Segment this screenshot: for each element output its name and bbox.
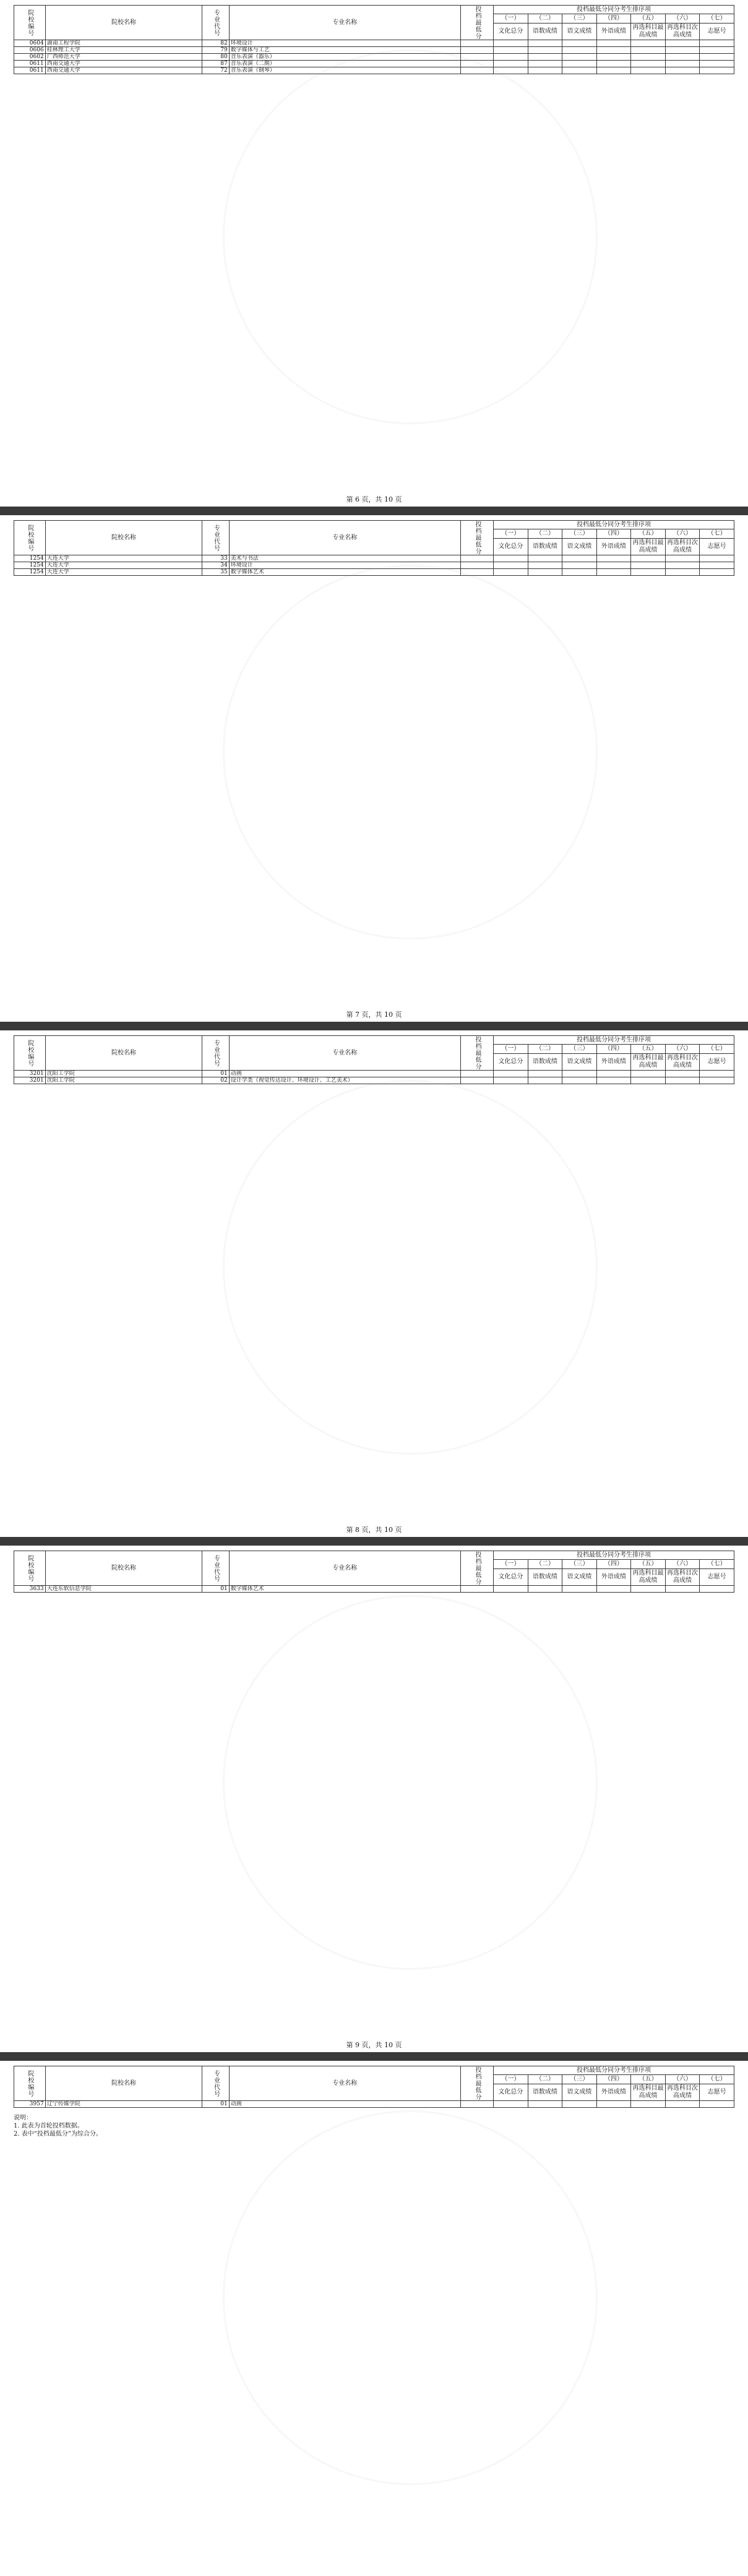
header-sub-index: （四）	[596, 1045, 631, 1053]
table-cell	[596, 1586, 631, 1593]
page-footer: 第 6 页，共 10 页	[346, 495, 402, 503]
table-cell: 3201	[14, 1071, 46, 1077]
header-sub-index: （五）	[631, 1560, 666, 1568]
table-cell	[596, 47, 631, 54]
header-major-name: 专业名称	[229, 2066, 460, 2101]
page-footer: 第 9 页，共 10 页	[346, 2041, 402, 2049]
table-cell	[562, 1071, 597, 1077]
header-sub-label: 再选科目最高成绩	[631, 538, 666, 555]
table-row	[14, 1071, 734, 1077]
header-sub-label: 再选科目次高成绩	[665, 1053, 700, 1070]
table-cell: 辽宁传媒学院	[45, 2101, 202, 2108]
header-sub-index: （七）	[700, 1045, 734, 1053]
table-cell: 数字媒体艺术	[229, 1586, 460, 1593]
table-cell: 01	[202, 2101, 229, 2108]
header-sub-index: （三）	[562, 2075, 597, 2084]
header-sub-index: （二）	[528, 529, 562, 538]
table-cell	[596, 562, 631, 569]
table-cell	[665, 555, 700, 562]
watermark-seal	[223, 2110, 598, 2485]
table-cell	[460, 54, 493, 61]
watermark-seal	[223, 1080, 598, 1455]
page-separator	[0, 1537, 748, 1546]
table-cell	[528, 40, 562, 47]
table-cell: 环境设计	[229, 562, 460, 569]
table-cell	[562, 61, 597, 67]
score-table	[14, 1551, 734, 1593]
score-table	[14, 1035, 734, 1084]
table-cell	[596, 555, 631, 562]
table-cell	[562, 569, 597, 576]
header-sub-label: 外语成绩	[596, 1053, 631, 1070]
table-cell	[700, 569, 734, 576]
header-sub-label: 志愿号	[700, 23, 734, 40]
header-sub-index: （四）	[596, 1560, 631, 1568]
table-cell: 0611	[14, 67, 46, 74]
table-cell	[596, 569, 631, 576]
table-cell	[528, 1071, 562, 1077]
header-major-name: 专业名称	[229, 521, 460, 555]
page-3	[0, 1030, 748, 1546]
table-cell: 动画	[229, 1071, 460, 1077]
header-sub-index: （一）	[494, 2075, 528, 2084]
table-cell	[665, 1586, 700, 1593]
score-table	[14, 5, 734, 74]
header-sub-label: 再选科目次高成绩	[665, 23, 700, 40]
table-cell	[460, 67, 493, 74]
table-cell	[494, 54, 528, 61]
table-cell: 87	[202, 61, 229, 67]
header-school-code: 院校编号	[14, 1036, 46, 1071]
table-cell	[665, 1077, 700, 1084]
header-school-name: 院校名称	[45, 1036, 202, 1071]
header-sub-index: （四）	[596, 2075, 631, 2084]
table-cell: 大连东软信息学院	[45, 1586, 202, 1593]
header-school-name: 院校名称	[45, 1551, 202, 1586]
table-cell	[700, 1586, 734, 1593]
header-major-name: 专业名称	[229, 1036, 460, 1071]
table-cell	[562, 555, 597, 562]
page-4	[0, 1546, 748, 2061]
table-cell	[494, 40, 528, 47]
header-school-code: 院校编号	[14, 6, 46, 40]
header-group-title: 投档最低分同分考生排序项	[494, 521, 734, 529]
header-sub-label: 语数成绩	[528, 2084, 562, 2100]
table-cell	[596, 67, 631, 74]
table-cell	[596, 61, 631, 67]
header-sub-label: 再选科目最高成绩	[631, 23, 666, 40]
table-cell	[596, 40, 631, 47]
table-cell	[631, 1071, 666, 1077]
table-cell	[562, 54, 597, 61]
header-sub-label: 语文成绩	[562, 23, 597, 40]
table-cell	[494, 2101, 528, 2108]
table-cell	[596, 2101, 631, 2108]
header-sub-label: 外语成绩	[596, 1568, 631, 1585]
table-cell	[528, 1586, 562, 1593]
header-min-score: 投档最低分	[460, 6, 493, 40]
table-cell: 动画	[229, 2101, 460, 2108]
page-separator	[0, 2052, 748, 2061]
table-cell	[700, 40, 734, 47]
table-cell	[562, 40, 597, 47]
table-cell: 3633	[14, 1586, 46, 1593]
table-cell: 72	[202, 67, 229, 74]
table-cell: 3957	[14, 2101, 46, 2108]
table-cell	[631, 61, 666, 67]
header-group-title: 投档最低分同分考生排序项	[494, 2066, 734, 2075]
table-row	[14, 61, 734, 67]
header-sub-label: 再选科目次高成绩	[665, 2084, 700, 2100]
table-cell	[562, 1586, 597, 1593]
header-sub-index: （六）	[665, 2075, 700, 2084]
page-footer: 第 7 页，共 10 页	[346, 1011, 402, 1019]
header-major-name: 专业名称	[229, 1551, 460, 1586]
header-sub-label: 语数成绩	[528, 1053, 562, 1070]
header-sub-label: 外语成绩	[596, 2084, 631, 2100]
table-cell	[528, 569, 562, 576]
table-cell	[596, 1077, 631, 1084]
table-cell	[665, 1071, 700, 1077]
header-school-name: 院校名称	[45, 2066, 202, 2101]
table-row	[14, 40, 734, 47]
table-cell	[460, 61, 493, 67]
header-sub-index: （六）	[665, 14, 700, 23]
table-cell	[631, 2101, 666, 2108]
table-cell	[700, 1077, 734, 1084]
table-cell	[631, 54, 666, 61]
header-school-code: 院校编号	[14, 1551, 46, 1586]
table-cell	[494, 61, 528, 67]
table-cell: 沈阳工学院	[45, 1077, 202, 1084]
notes-block	[14, 2114, 734, 2138]
header-school-name: 院校名称	[45, 521, 202, 555]
header-sub-label: 志愿号	[700, 2084, 734, 2100]
page-footer: 第 8 页，共 10 页	[346, 1526, 402, 1534]
header-sub-index: （三）	[562, 14, 597, 23]
header-sub-label: 文化总分	[494, 538, 528, 555]
notes-title: 说明：	[14, 2115, 32, 2121]
table-cell: 音乐表演（二期）	[229, 61, 460, 67]
header-sub-index: （七）	[700, 529, 734, 538]
table-cell	[631, 67, 666, 74]
table-cell	[528, 2101, 562, 2108]
table-cell: 01	[202, 1071, 229, 1077]
table-cell	[631, 555, 666, 562]
header-sub-index: （五）	[631, 14, 666, 23]
header-sub-label: 外语成绩	[596, 23, 631, 40]
table-row	[14, 1586, 734, 1593]
header-sub-index: （一）	[494, 1560, 528, 1568]
page-1	[0, 0, 748, 515]
header-sub-index: （七）	[700, 1560, 734, 1568]
table-cell: 34	[202, 562, 229, 569]
table-cell: 音乐表演（器乐）	[229, 54, 460, 61]
table-cell	[460, 40, 493, 47]
header-sub-index: （三）	[562, 1560, 597, 1568]
table-cell: 大连大学	[45, 562, 202, 569]
header-sub-index: （七）	[700, 14, 734, 23]
table-cell	[528, 555, 562, 562]
table-cell	[700, 67, 734, 74]
table-cell: 美术与书法	[229, 555, 460, 562]
table-cell	[460, 2101, 493, 2108]
table-cell	[700, 562, 734, 569]
page-2	[0, 515, 748, 1030]
table-cell	[460, 555, 493, 562]
table-cell: 大连大学	[45, 569, 202, 576]
header-sub-index: （一）	[494, 529, 528, 538]
table-cell: 79	[202, 47, 229, 54]
header-min-score: 投档最低分	[460, 1551, 493, 1586]
table-cell	[460, 569, 493, 576]
header-major-name: 专业名称	[229, 6, 460, 40]
table-cell	[460, 1071, 493, 1077]
header-sub-index: （六）	[665, 1560, 700, 1568]
score-table	[14, 2066, 734, 2108]
table-cell	[494, 569, 528, 576]
table-cell	[700, 2101, 734, 2108]
header-sub-label: 文化总分	[494, 23, 528, 40]
table-cell: 82	[202, 40, 229, 47]
header-sub-label: 文化总分	[494, 1053, 528, 1070]
table-cell	[460, 562, 493, 569]
table-cell	[562, 562, 597, 569]
header-school-code: 院校编号	[14, 2066, 46, 2101]
table-row	[14, 1077, 734, 1084]
header-sub-index: （五）	[631, 1045, 666, 1053]
header-sub-index: （二）	[528, 1560, 562, 1568]
header-sub-index: （三）	[562, 1045, 597, 1053]
header-sub-label: 语文成绩	[562, 1053, 597, 1070]
header-group-title: 投档最低分同分考生排序项	[494, 1036, 734, 1045]
table-cell	[494, 562, 528, 569]
header-school-name: 院校名称	[45, 6, 202, 40]
table-cell	[562, 2101, 597, 2108]
score-table	[14, 520, 734, 576]
header-sub-index: （五）	[631, 2075, 666, 2084]
table-cell: 数字媒体艺术	[229, 569, 460, 576]
header-sub-index: （三）	[562, 529, 597, 538]
table-row	[14, 569, 734, 576]
table-cell	[528, 562, 562, 569]
table-cell: 0606	[14, 47, 46, 54]
header-group-title: 投档最低分同分考生排序项	[494, 6, 734, 14]
header-sub-label: 志愿号	[700, 1568, 734, 1585]
notes-line: 2. 表中“投档最低分”为综合分。	[14, 2131, 102, 2137]
table-cell	[494, 1071, 528, 1077]
table-cell	[562, 47, 597, 54]
table-cell	[528, 47, 562, 54]
header-min-score: 投档最低分	[460, 1036, 493, 1071]
header-sub-label: 文化总分	[494, 1568, 528, 1585]
header-min-score: 投档最低分	[460, 521, 493, 555]
table-cell	[700, 61, 734, 67]
table-cell	[665, 2101, 700, 2108]
table-cell: 1254	[14, 555, 46, 562]
header-school-code: 院校编号	[14, 521, 46, 555]
header-sub-label: 语文成绩	[562, 538, 597, 555]
header-sub-label: 语数成绩	[528, 538, 562, 555]
table-cell	[562, 1077, 597, 1084]
table-cell: 设计学类（视觉传达设计、环境设计、工艺美术）	[229, 1077, 460, 1084]
table-row	[14, 2101, 734, 2108]
header-major-code: 专业代号	[202, 521, 229, 555]
header-sub-label: 外语成绩	[596, 538, 631, 555]
page-separator	[0, 507, 748, 515]
header-major-code: 专业代号	[202, 1551, 229, 1586]
table-cell: 广西师范大学	[45, 54, 202, 61]
table-cell	[665, 67, 700, 74]
table-cell	[631, 562, 666, 569]
table-cell	[665, 47, 700, 54]
table-cell: 3201	[14, 1077, 46, 1084]
header-sub-index: （六）	[665, 1045, 700, 1053]
header-major-code: 专业代号	[202, 1036, 229, 1071]
table-cell	[528, 1077, 562, 1084]
table-cell: 02	[202, 1077, 229, 1084]
table-cell: 大连大学	[45, 555, 202, 562]
table-cell	[528, 54, 562, 61]
header-min-score: 投档最低分	[460, 2066, 493, 2101]
table-cell: 01	[202, 1586, 229, 1593]
table-cell: 音乐表演（钢琴）	[229, 67, 460, 74]
table-cell	[460, 1586, 493, 1593]
header-sub-index: （一）	[494, 14, 528, 23]
header-sub-label: 再选科目最高成绩	[631, 1568, 666, 1585]
table-cell	[631, 1586, 666, 1593]
page-5	[0, 2061, 748, 2576]
table-cell: 西南交通大学	[45, 61, 202, 67]
header-sub-label: 再选科目次高成绩	[665, 538, 700, 555]
table-cell	[494, 1586, 528, 1593]
table-row	[14, 54, 734, 61]
table-cell	[631, 1077, 666, 1084]
table-cell	[665, 61, 700, 67]
header-sub-label: 语文成绩	[562, 1568, 597, 1585]
table-cell	[665, 40, 700, 47]
table-cell: 0604	[14, 40, 46, 47]
table-row	[14, 562, 734, 569]
watermark-seal	[223, 1595, 598, 1970]
table-cell	[665, 54, 700, 61]
header-sub-index: （二）	[528, 1045, 562, 1053]
table-cell	[528, 67, 562, 74]
header-sub-index: （六）	[665, 529, 700, 538]
header-sub-index: （四）	[596, 529, 631, 538]
header-sub-index: （一）	[494, 1045, 528, 1053]
table-cell: 1254	[14, 562, 46, 569]
table-row	[14, 67, 734, 74]
table-cell	[631, 569, 666, 576]
table-cell: 数字媒体与工艺	[229, 47, 460, 54]
table-cell: 0602	[14, 54, 46, 61]
watermark-seal	[223, 49, 598, 424]
header-sub-index: （二）	[528, 2075, 562, 2084]
table-cell	[528, 61, 562, 67]
table-cell	[494, 47, 528, 54]
table-cell	[631, 47, 666, 54]
table-cell	[494, 1077, 528, 1084]
table-cell	[460, 1077, 493, 1084]
header-sub-label: 志愿号	[700, 1053, 734, 1070]
header-sub-index: （七）	[700, 2075, 734, 2084]
table-cell	[700, 54, 734, 61]
notes-line: 1. 此表为首轮投档数据。	[14, 2123, 84, 2129]
table-cell	[665, 562, 700, 569]
table-cell: 桂林理工大学	[45, 47, 202, 54]
table-cell	[494, 555, 528, 562]
table-cell: 35	[202, 569, 229, 576]
header-sub-label: 再选科目次高成绩	[665, 1568, 700, 1585]
header-major-code: 专业代号	[202, 6, 229, 40]
header-sub-label: 语数成绩	[528, 1568, 562, 1585]
table-cell: 环境设计	[229, 40, 460, 47]
table-cell: 西南交通大学	[45, 67, 202, 74]
table-cell: 33	[202, 555, 229, 562]
table-cell	[596, 54, 631, 61]
header-sub-label: 语文成绩	[562, 2084, 597, 2100]
header-sub-label: 再选科目最高成绩	[631, 1053, 666, 1070]
table-cell	[494, 67, 528, 74]
table-cell: 80	[202, 54, 229, 61]
table-cell	[700, 555, 734, 562]
header-major-code: 专业代号	[202, 2066, 229, 2101]
header-sub-index: （二）	[528, 14, 562, 23]
table-cell	[631, 40, 666, 47]
table-row	[14, 555, 734, 562]
header-sub-index: （四）	[596, 14, 631, 23]
table-cell	[665, 569, 700, 576]
table-cell	[700, 1071, 734, 1077]
table-cell: 0611	[14, 61, 46, 67]
header-sub-label: 志愿号	[700, 538, 734, 555]
header-sub-label: 再选科目最高成绩	[631, 2084, 666, 2100]
table-row	[14, 47, 734, 54]
header-group-title: 投档最低分同分考生排序项	[494, 1551, 734, 1560]
header-sub-label: 语数成绩	[528, 23, 562, 40]
table-cell: 沈阳工学院	[45, 1071, 202, 1077]
table-cell	[460, 47, 493, 54]
table-cell	[596, 1071, 631, 1077]
header-sub-label: 文化总分	[494, 2084, 528, 2100]
table-cell	[700, 47, 734, 54]
watermark-seal	[223, 565, 598, 939]
table-cell: 湖南工程学院	[45, 40, 202, 47]
table-cell: 1254	[14, 569, 46, 576]
table-cell	[562, 67, 597, 74]
header-sub-index: （五）	[631, 529, 666, 538]
page-separator	[0, 1022, 748, 1030]
